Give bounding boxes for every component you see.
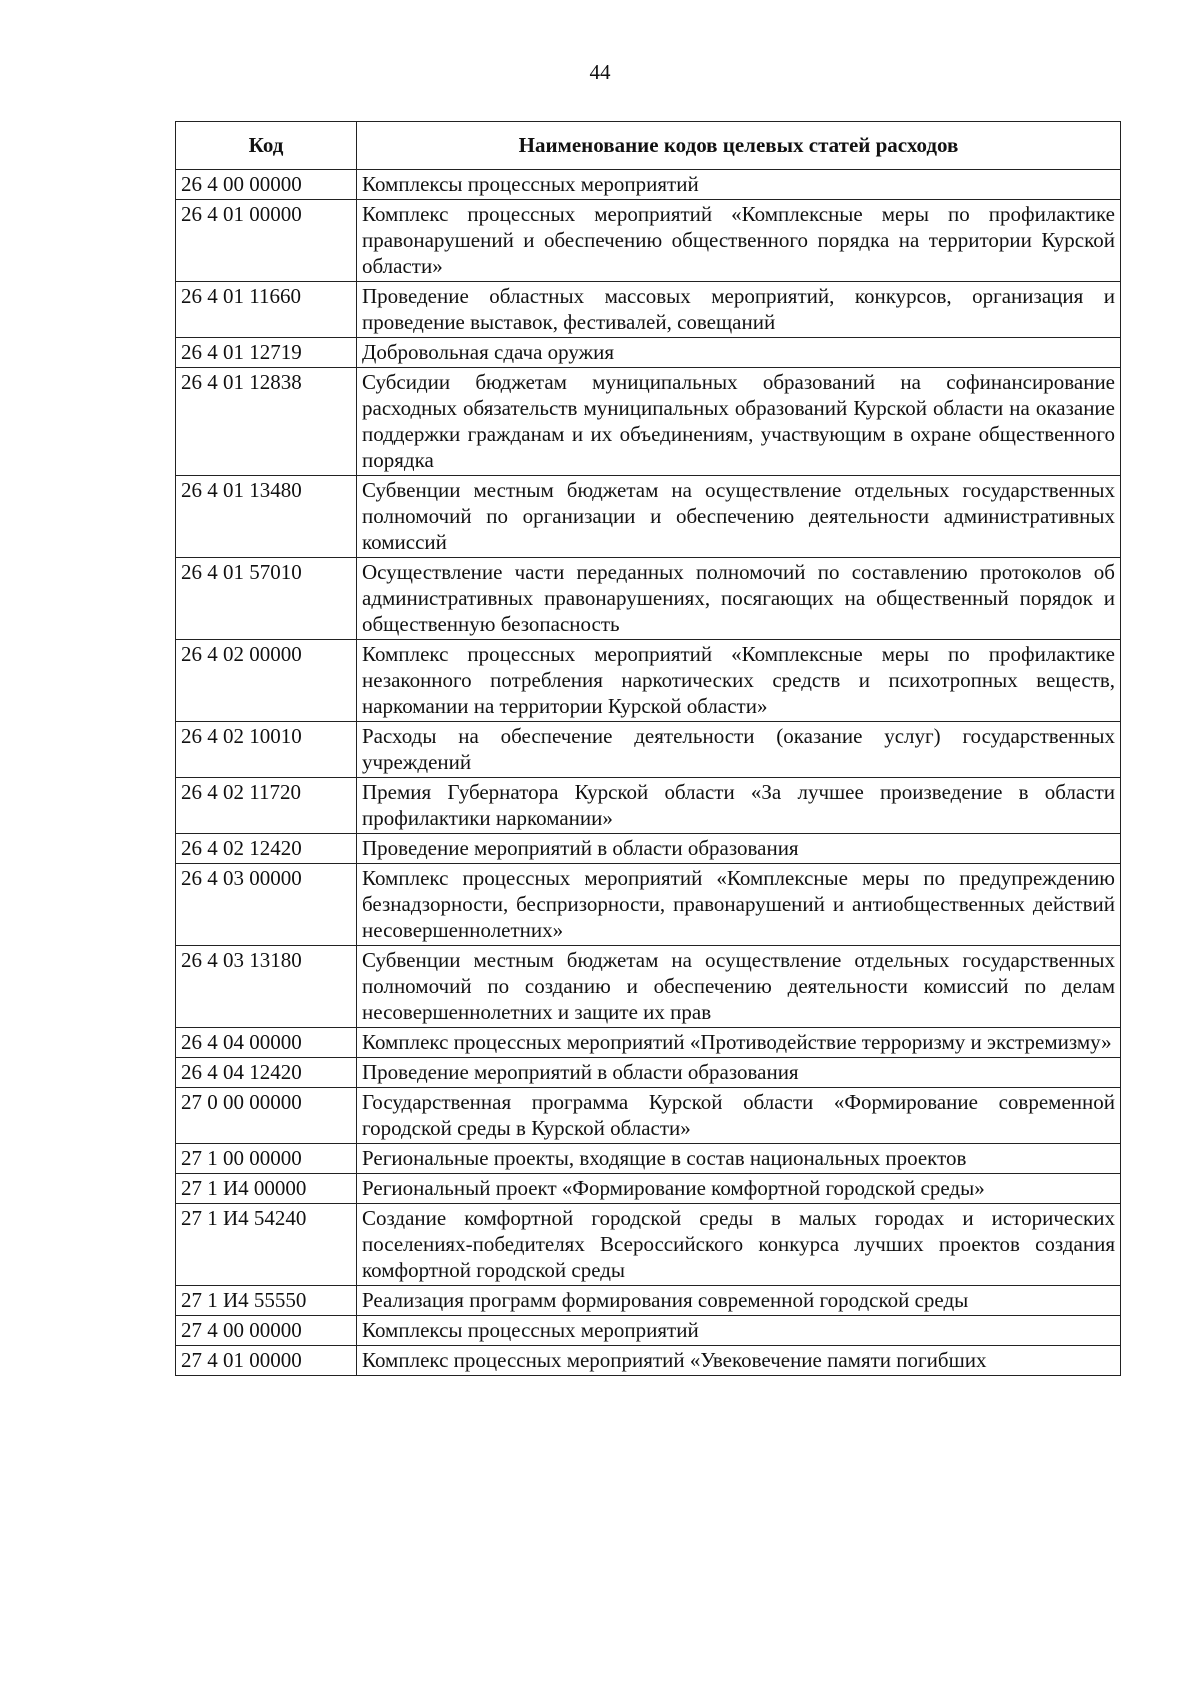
- row-code: 26 4 01 57010: [176, 558, 357, 640]
- row-name: Расходы на обеспечение деятельности (оказание услуг) государственных учреждений: [357, 722, 1121, 778]
- row-name: Комплекс процессных мероприятий «Комплексные меры по профилактике незаконного потребления наркотических средств и психотропных веществ, наркомании на территории Курской области»: [357, 640, 1121, 722]
- row-name: Комплексы процессных мероприятий: [357, 1316, 1121, 1346]
- row-code: 26 4 04 00000: [176, 1028, 357, 1058]
- row-name: Комплекс процессных мероприятий «Комплексные меры по профилактике правонарушений и обеспечению общественного порядка на территории Курской области»: [357, 200, 1121, 282]
- row-name: Добровольная сдача оружия: [357, 338, 1121, 368]
- table-row: [176, 1286, 1121, 1316]
- row-name: Осуществление части переданных полномочий по составлению протоколов об административных правонарушениях, посягающих на общественный порядок и общественную безопасность: [357, 558, 1121, 640]
- row-name: Субвенции местным бюджетам на осуществление отдельных государственных полномочий по организации и обеспечению деятельности административных комиссий: [357, 476, 1121, 558]
- row-code: 27 1 И4 55550: [176, 1286, 357, 1316]
- row-name: Комплексы процессных мероприятий: [357, 170, 1121, 200]
- row-name: Региональный проект «Формирование комфортной городской среды»: [357, 1174, 1121, 1204]
- row-code: 27 1 И4 00000: [176, 1174, 357, 1204]
- table-row: [176, 1204, 1121, 1286]
- table-row: [176, 558, 1121, 640]
- page-number: 44: [589, 60, 611, 84]
- table-row: [176, 282, 1121, 338]
- row-name: Проведение областных массовых мероприятий, конкурсов, организация и проведение выставок, фестивалей, совещаний: [357, 282, 1121, 338]
- table-row: [176, 1316, 1121, 1346]
- row-code: 26 4 04 12420: [176, 1058, 357, 1088]
- row-code: 26 4 03 13180: [176, 946, 357, 1028]
- row-code: 27 4 00 00000: [176, 1316, 357, 1346]
- row-name: Комплекс процессных мероприятий «Увековечение памяти погибших: [357, 1346, 1121, 1376]
- table-row: [176, 834, 1121, 864]
- table-row: [176, 1346, 1121, 1376]
- row-code: 27 1 И4 54240: [176, 1204, 357, 1286]
- row-name: Проведение мероприятий в области образования: [357, 834, 1121, 864]
- row-code: 26 4 01 13480: [176, 476, 357, 558]
- header-name: Наименование кодов целевых статей расходов: [357, 122, 1121, 170]
- row-name: Субсидии бюджетам муниципальных образований на софинансирование расходных обязательств муниципальных образований Курской области на оказание поддержки гражданам и их объединениям, участвующим в охране общественного порядка: [357, 368, 1121, 476]
- table-row: [176, 946, 1121, 1028]
- row-code: 26 4 03 00000: [176, 864, 357, 946]
- table-row: [176, 1088, 1121, 1144]
- row-code: 26 4 02 11720: [176, 778, 357, 834]
- target-expense-codes-table: [175, 121, 1121, 1376]
- row-code: 26 4 02 00000: [176, 640, 357, 722]
- table-row: [176, 864, 1121, 946]
- row-code: 26 4 00 00000: [176, 170, 357, 200]
- row-name: Государственная программа Курской области «Формирование современной городской среды в Курской области»: [357, 1088, 1121, 1144]
- row-name: Проведение мероприятий в области образования: [357, 1058, 1121, 1088]
- table-header-row: [176, 122, 1121, 170]
- header-code: Код: [176, 122, 357, 170]
- row-code: 26 4 01 11660: [176, 282, 357, 338]
- table-row: [176, 778, 1121, 834]
- table-row: [176, 1028, 1121, 1058]
- row-name: Комплекс процессных мероприятий «Противодействие терроризму и экстремизму»: [357, 1028, 1121, 1058]
- row-name: Региональные проекты, входящие в состав национальных проектов: [357, 1144, 1121, 1174]
- table-row: [176, 200, 1121, 282]
- table-row: [176, 722, 1121, 778]
- table-row: [176, 368, 1121, 476]
- table-row: [176, 1174, 1121, 1204]
- table-row: [176, 338, 1121, 368]
- row-code: 26 4 02 10010: [176, 722, 357, 778]
- table-row: [176, 1058, 1121, 1088]
- row-code: 27 4 01 00000: [176, 1346, 357, 1376]
- row-name: Субвенции местным бюджетам на осуществление отдельных государственных полномочий по созданию и обеспечению деятельности комиссий по делам несовершеннолетних и защите их прав: [357, 946, 1121, 1028]
- row-code: 27 1 00 00000: [176, 1144, 357, 1174]
- row-name: Премия Губернатора Курской области «За лучшее произведение в области профилактики наркомании»: [357, 778, 1121, 834]
- table-row: [176, 170, 1121, 200]
- row-code: 26 4 01 00000: [176, 200, 357, 282]
- table-row: [176, 476, 1121, 558]
- table-row: [176, 640, 1121, 722]
- row-code: 26 4 01 12838: [176, 368, 357, 476]
- table-row: [176, 1144, 1121, 1174]
- row-name: Создание комфортной городской среды в малых городах и исторических поселениях-победителях Всероссийского конкурса лучших проектов создания комфортной городской среды: [357, 1204, 1121, 1286]
- row-name: Реализация программ формирования современной городской среды: [357, 1286, 1121, 1316]
- table-body: [176, 170, 1121, 1376]
- row-code: 26 4 02 12420: [176, 834, 357, 864]
- row-code: 27 0 00 00000: [176, 1088, 357, 1144]
- row-name: Комплекс процессных мероприятий «Комплексные меры по предупреждению безнадзорности, беспризорности, правонарушений и антиобщественных действий несовершеннолетних»: [357, 864, 1121, 946]
- row-code: 26 4 01 12719: [176, 338, 357, 368]
